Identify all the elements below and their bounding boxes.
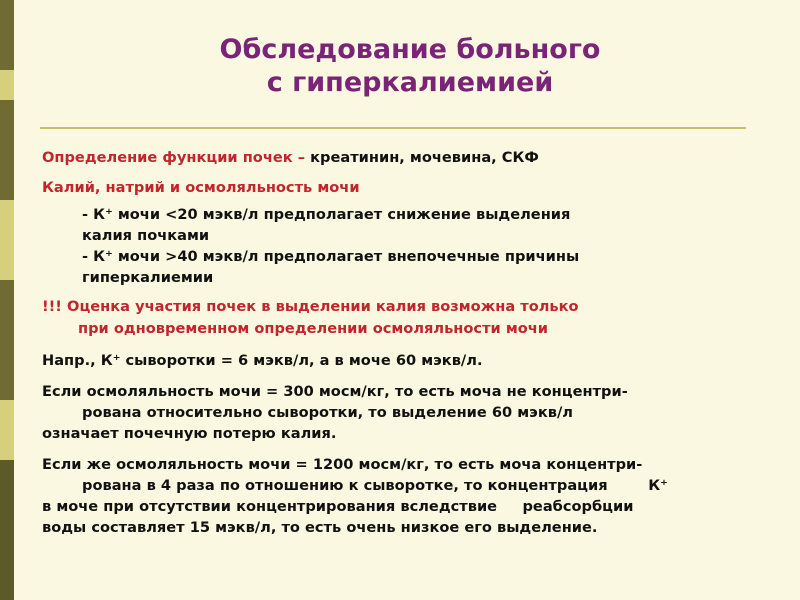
- sidebar-segment: [0, 100, 14, 200]
- note-line: - К⁺ мочи >40 мэкв/л предполагает внепочечные причины: [82, 248, 580, 265]
- note-line: гиперкалиемии: [82, 269, 214, 286]
- kidney-function-tests: креатинин, мочевина, СКФ: [305, 149, 539, 166]
- case-line: рована относительно сыворотки, то выделение 60 мэкв/л: [82, 404, 573, 421]
- case-paragraph: [42, 454, 782, 538]
- sidebar-segment: [0, 0, 14, 70]
- title-line: с гиперкалиемией: [266, 67, 554, 98]
- warning-line: при одновременном определении осмоляльности мочи: [78, 320, 549, 337]
- case-line: Если осмоляльность мочи = 300 мосм/кг, то есть моча не концентри-: [42, 383, 628, 400]
- case-line: Если же осмоляльность мочи = 1200 мосм/кг, то есть моча концентри-: [42, 456, 643, 473]
- case-line: означает почечную потерю калия.: [42, 425, 337, 442]
- sidebar-segment: [0, 70, 14, 100]
- sidebar-segment: [0, 400, 14, 460]
- case-paragraph: [42, 381, 782, 444]
- example-text: Напр., К⁺ сыворотки = 6 мэкв/л, а в моче 60 мэкв/л.: [42, 352, 483, 369]
- slide-title: [20, 33, 800, 99]
- sidebar-segment: [0, 200, 14, 280]
- slide-body: [42, 148, 782, 538]
- urine-tests-heading: Калий, натрий и осмоляльность мочи: [42, 179, 360, 196]
- case-line: рована в 4 раза по отношению к сыворотке, то концентрация К⁺: [82, 477, 668, 494]
- kidney-function-item: [42, 148, 782, 168]
- sidebar-segment: [0, 280, 14, 400]
- decorative-sidebar: [0, 0, 14, 600]
- title-divider: [40, 127, 746, 129]
- sidebar-segment: [0, 460, 14, 600]
- title-line: Обследование больного: [219, 34, 601, 65]
- kidney-function-label: Определение функции почек –: [42, 149, 306, 166]
- note-line: - К⁺ мочи <20 мэкв/л предполагает снижение выделения: [82, 206, 571, 223]
- case-line: воды составляет 15 мэкв/л, то есть очень низкое его выделение.: [42, 519, 598, 536]
- note-line: калия почками: [82, 227, 210, 244]
- warning-note: [42, 296, 782, 340]
- warning-line: !!! Оценка участия почек в выделении калия возможна только: [42, 298, 579, 315]
- urine-potassium-notes: [42, 204, 782, 288]
- case-line: в моче при отсутствии концентрирования вследствие реабсорбции: [42, 498, 634, 515]
